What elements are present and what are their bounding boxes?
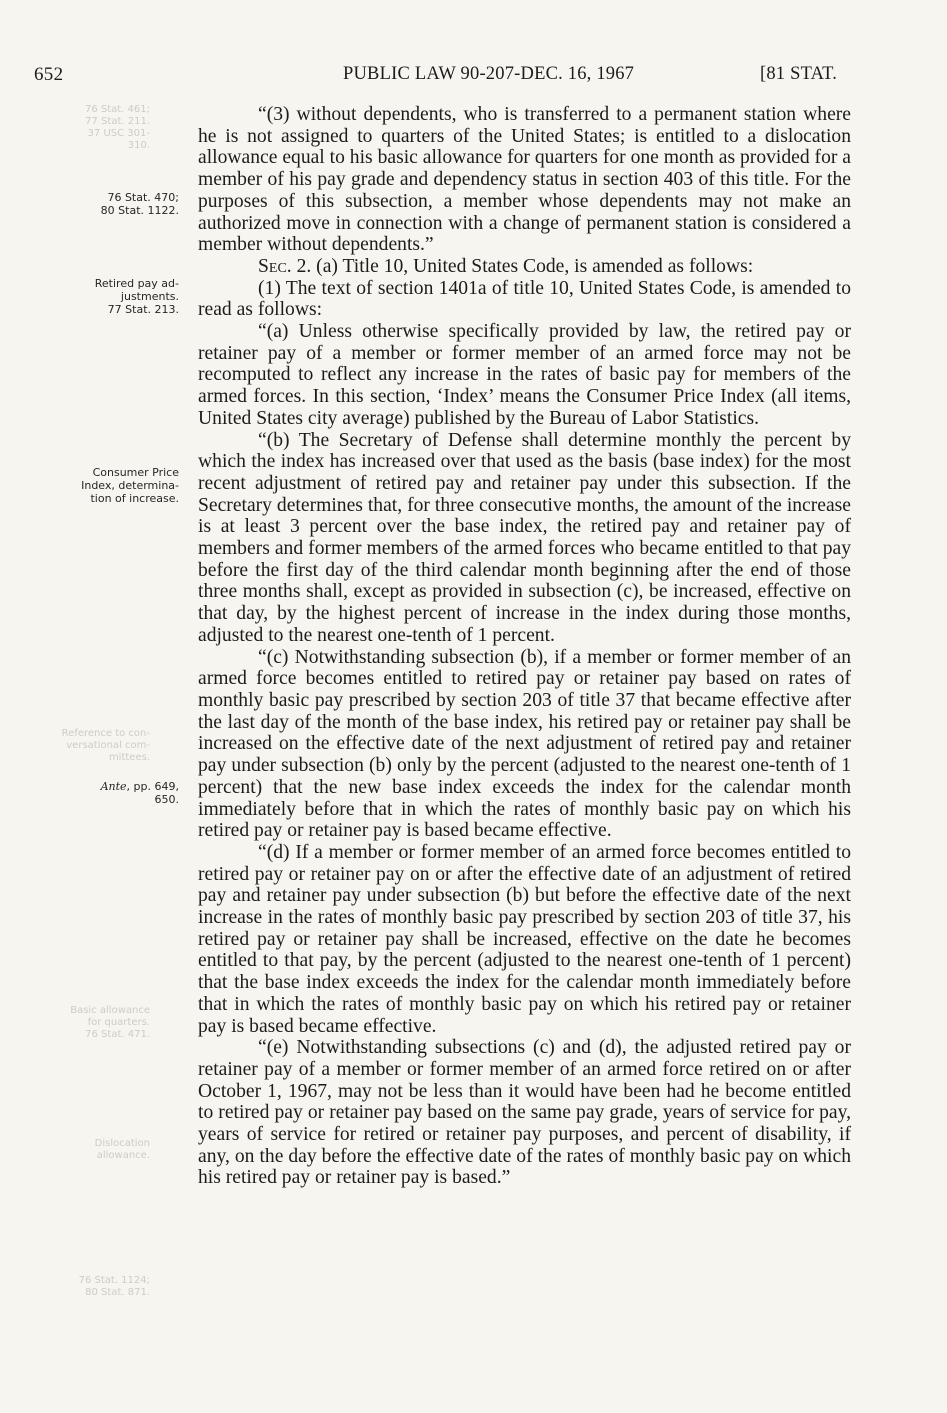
running-head: PUBLIC LAW 90-207-DEC. 16, 1967 bbox=[343, 64, 635, 84]
margin-note-retired-pay: Retired pay ad- justments. 77 Stat. 213. bbox=[94, 277, 179, 316]
margin-note-ante bbox=[29, 780, 179, 806]
bleedthrough-note: Reference to con- versational com- mittees. bbox=[61, 728, 150, 763]
subsection-e: “(e) Notwithstanding subsections (c) and (d), the adjusted retired pay or retainer pay of a member or former member of an armed force retired on or after October 1, 1967, may not be less than it would have been had he become entitled to retired pay or retainer pay based on the same pay grade, years of service for pay, years of service for retired or retainer pay purposes, and percent of disability, if any, on the day before the effective date of the rates of monthly basic pay on which his retired pay or retainer pay is based.” bbox=[198, 1037, 851, 1189]
bleedthrough-note: Dislocation allowance. bbox=[94, 1138, 150, 1161]
bleedthrough-note: Basic allowance for quarters. 76 Stat. 471. bbox=[70, 1005, 150, 1040]
subsection-d: “(d) If a member or former member of an armed force becomes entitled to retired pay or retainer pay on or after the effective date of an adjustment of retired pay and retainer pay under subsection (b) but before the effective date of the next increase in the rates of monthly basic pay prescribed by section 203 of title 37, his retired pay or retainer pay shall be increased, effective on the date he becomes entitled to that pay, by the percent (adjusted to the nearest one-tenth of 1 percent) that the base index exceeds the index for the calendar month immediately before that in which the rates of monthly basic pay on which his retired pay or retainer pay is based became effective. bbox=[198, 841, 851, 1037]
volume-reference: [81 STAT. bbox=[760, 64, 838, 84]
bleedthrough-note: 76 Stat. 461; 77 Stat. 211. 37 USC 301- 310. bbox=[84, 104, 150, 151]
subsection-c: “(c) Notwithstanding subsection (b), if a member or former member of an armed force becomes entitled to retired pay or retainer pay based on rates of monthly basic pay prescribed by section 203 of title 37 that became effective after the last day of the month of the base index, his retired pay or retainer pay shall be increased on the effective date of the next adjustment of retired pay and retainer pay under subsection (b) only by the percent (adjusted to the nearest one-tenth of 1 percent) that the new base index exceeds the index for the calendar month immediately before that in which the rates of monthly basic pay on which his retired pay or retainer pay is based became effective. bbox=[198, 646, 851, 842]
margin-note-consumer-price-index: Consumer Price Index, determina- tion of increase. bbox=[81, 466, 179, 505]
margin-note-ante-lead: Ante bbox=[100, 780, 127, 793]
subsection-b: “(b) The Secretary of Defense shall determine monthly the percent by which the index has increased over that used as the basis (base index) for the most recent adjustment of retired pay and retainer pay under this subsection. If the Secretary determines that, for three consecutive months, the amount of the increase is at least 3 percent over the base index, the retired pay and retainer pay of members and former members of the armed forces who became entitled to that pay before the first day of the third calendar month beginning after the end of those three months shall, except as provided in subsection (c), be increased, effective on that day, by the highest percent of increase in the index during those months, adjusted to the nearest one-tenth of 1 percent. bbox=[198, 429, 851, 646]
margin-note-statute-refs: 76 Stat. 470; 80 Stat. 1122. bbox=[100, 191, 179, 217]
bleedthrough-note: 76 Stat. 1124; 80 Stat. 871. bbox=[78, 1275, 150, 1298]
paragraph-3-without-dependents: “(3) without dependents, who is transferred to a permanent station where he is not assigned to quarters of the United States; is entitled to a dislocation allowance equal to his basic allowance for quarters for one month as provided for a member of his pay grade and dependency status in section 403 of this title. For the purposes of this subsection, a member whose dependents may not make an authorized move in connection with a change of permanent station is considered a member without dependents.” bbox=[198, 104, 851, 256]
sec-label: Sec. bbox=[258, 255, 292, 277]
section-2-heading bbox=[198, 256, 851, 278]
statute-body bbox=[198, 104, 851, 1189]
section-2-text: 2. (a) Title 10, United States Code, is amended as follows: bbox=[291, 255, 754, 277]
margin-note-ante-text: , pp. 649, 650. bbox=[126, 780, 179, 806]
paragraph-1-amendment: (1) The text of section 1401a of title 10, United States Code, is amended to read as follows: bbox=[198, 277, 851, 321]
page-number: 652 bbox=[34, 64, 64, 85]
subsection-a: “(a) Unless otherwise specifically provided by law, the retired pay or retainer pay of a member or former member of an armed force may not be recomputed to reflect any increase in the rates of basic pay for members of the armed forces. In this section, ‘Index’ means the Consumer Price Index (all items, United States city average) published by the Bureau of Labor Statistics. bbox=[198, 321, 851, 429]
